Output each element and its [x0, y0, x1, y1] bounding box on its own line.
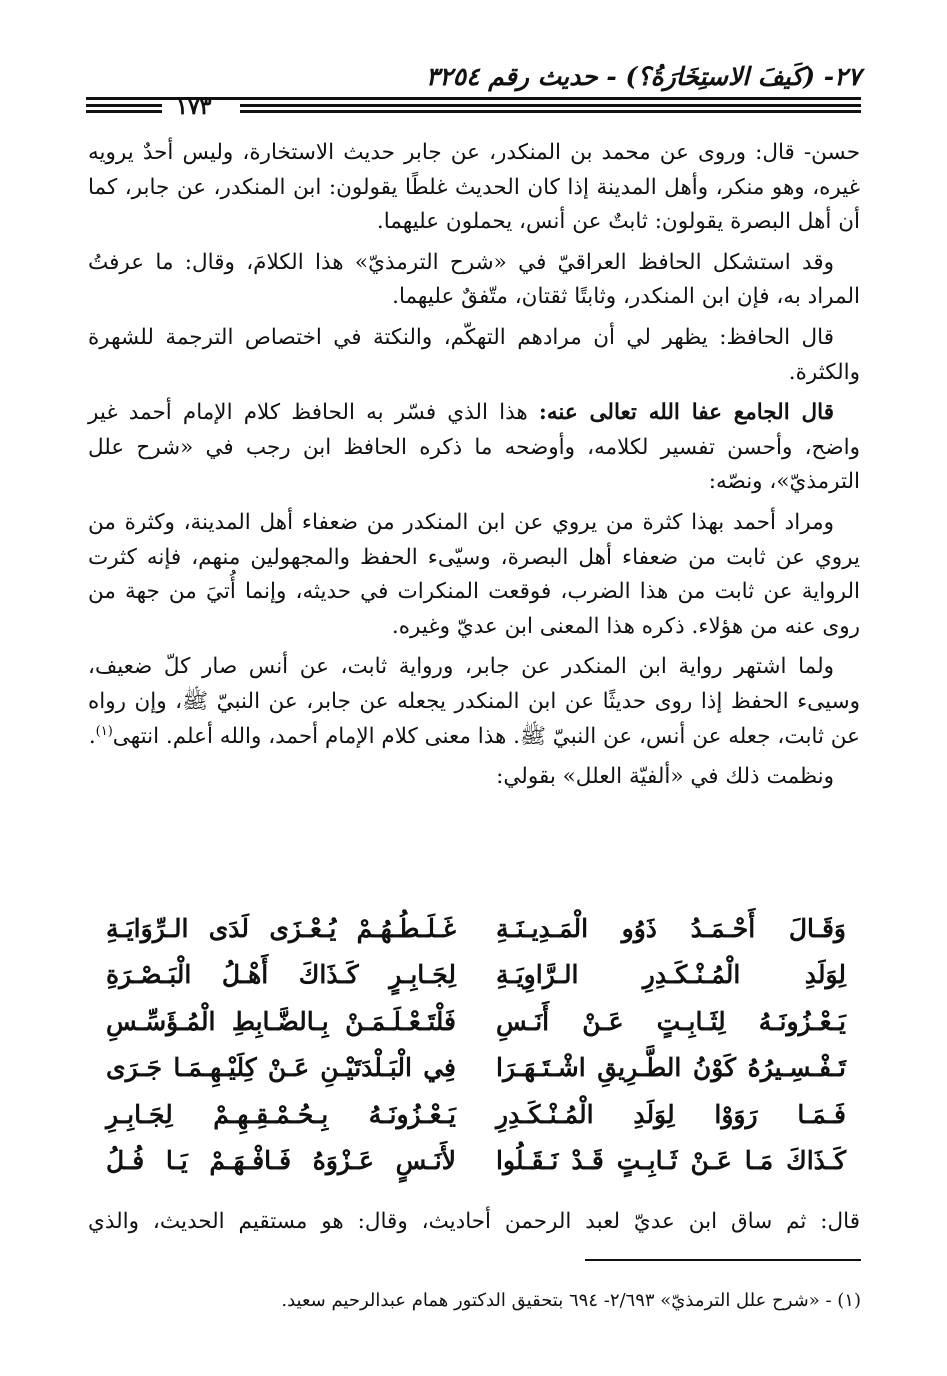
hemistich-first: يَـعْـزُونَـهُ لِثَـابِـتٍ عَـنْ أَنَـسِ	[496, 1006, 846, 1036]
hemistich-second: فَلْتَـعْـلَـمَـنْ بِـالضَّـابِطِ الْمُـؤَسِّـسِ	[106, 1006, 456, 1036]
hemistich-first: لِوَلَدِ الْمُـنْـكَـدِرِ الـرَّاوِيَـةِ	[496, 960, 846, 990]
header-rule-right	[240, 104, 861, 107]
header-rule-left-2	[86, 110, 162, 113]
header-rule-right-2	[240, 110, 861, 113]
footnote: (١) - «شرح علل الترمذيّ» ٢/٦٩٣- ٦٩٤ بتحقيق الدكتور همام عبدالرحيم سعيد.	[281, 1290, 861, 1311]
verse-line	[106, 1138, 846, 1185]
verse-line	[106, 905, 846, 952]
footnote-ref[interactable]: (١)	[95, 723, 113, 739]
paragraph: حسن- قال: وروى عن محمد بن المنكدر، عن جابر حديث الاستخارة، وليس أحدٌ يرويه غيره، وهو منكر، وأهل المدينة إذا كان الحديث غلطًا يقولون: ابن المنكدر، عن جابر، كما أن أهل البصرة يقولون: ثابتٌ عن أنس، يحملون عليهما.	[88, 140, 860, 235]
page-number: ١٧٣	[176, 94, 212, 120]
hemistich-second: لِجَـابِـرٍ كَـذَاكَ أَهْـلُ الْبَـصْـرَةِ	[106, 960, 456, 990]
compiler-remark: قال الجامع عفا الله تعالى عنه:	[538, 400, 834, 426]
hemistich-first: كَـذَاكَ مَـا عَـنْ ثَـابِـتٍ قَـدْ نَـقَـلُوا	[496, 1146, 846, 1176]
chapter-title: ٢٧- (كَيفَ الاستِخَارَةُ؟) - حديث رقم ٣٢٥٤	[425, 62, 861, 91]
running-header	[86, 62, 861, 96]
paragraph: ومراد أحمد بهذا كثرة من يروي عن ابن المنكدر من ضعفاء أهل المدينة، وكثرة من يروي عن ثابت من ضعفاء أهل البصرة، وسيّىء الحفظ والمجهولين منهم، فإنه كثرت الرواية عن ثابت من هذا الضرب، فوقعت المنكرات في حديثه، وإنما أُتيَ من جهة من روى عنه من هؤلاء. ذكره هذا المعنى ابن عديّ وغيره.	[88, 509, 860, 639]
paragraph: ولما اشتهر رواية ابن المنكدر عن جابر، ورواية ثابت، عن أنس صار كلّ ضعيف، وسيىء الحفظ إذا روى حديثًا عن ابن المنكدر يجعله عن جابر، عن النبيّ ﷺ، وإن رواه عن ثابت، جعله عن أنس، عن النبيّ ﷺ. هذا معنى كلام الإمام أحمد، والله أعلم. انتهى$^{(١)}$.	[88, 654, 860, 749]
hemistich-first: تَـفْـسِـيرُهُ كَوْنُ الطَّـرِيقِ اشْـتَـهَـرَا	[496, 1053, 846, 1083]
continuation-line: قال: ثم ساق ابن عديّ لعبد الرحمن أحاديث، وقال: هو مستقيم الحديث، والذي	[88, 1209, 860, 1234]
hemistich-second: يَـعْـزُونَـهُ بِـحُـمْـقِـهِـمْ لِجَـابِـرِ	[106, 1099, 456, 1129]
hemistich-second: غَـلَـطُـهُـمْ يُـعْـزَى لَدَى الـرِّوَايَـةِ	[106, 913, 456, 943]
paragraph: قال الحافظ: يظهر لي أن مرادهم التهكّم، والنكتة في اختصاص الترجمة للشهرة والكثرة.	[88, 324, 860, 385]
verse-line	[106, 1091, 846, 1138]
poem-verses	[106, 905, 846, 1184]
footnote-rule	[585, 1259, 861, 1261]
hemistich-first: فَـمَـا رَوَوْا لِوَلَدِ الْمُـنْـكَـدِرِ	[496, 1099, 846, 1129]
hemistich-second: لأَنَـسٍ عَـزْوَهُ فَـافْـهَـمْ يَـا فُـلُ	[106, 1146, 456, 1176]
paragraph: وقد استشكل الحافظ العراقيّ في «شرح الترمذيّ» هذا الكلامَ، وقال: ما عرفتُ المراد به، فإن ابن المنكدر، وثابتًا ثقتان، متّفقٌ عليهما.	[88, 249, 860, 310]
verse-line	[106, 1045, 846, 1092]
paragraph: قال الجامع عفا الله تعالى عنه: هذا الذي فسّر به الحافظ كلام الإمام أحمد غير واضح، وأحسن تفسير لكلامه، وأوضحه ما ذكره الحافظ ابن رجب في «شرح علل الترمذيّ»، ونصّه:	[88, 400, 860, 495]
main-text	[88, 136, 860, 801]
verse-line	[106, 952, 846, 999]
paragraph: ونظمت ذلك في «ألفيّة العلل» بقولي:	[496, 764, 834, 790]
verse-line	[106, 998, 846, 1045]
header-rule-left	[86, 104, 162, 107]
hemistich-second: فِي الْبَـلْدَتَيْـنِ عَـنْ كِلَيْـهِـمَـا جَـرَى	[106, 1053, 456, 1083]
hemistich-first: وَقَـالَ أَحْـمَـدُ ذَوُو الْمَـدِيـنَـةِ	[496, 913, 846, 943]
